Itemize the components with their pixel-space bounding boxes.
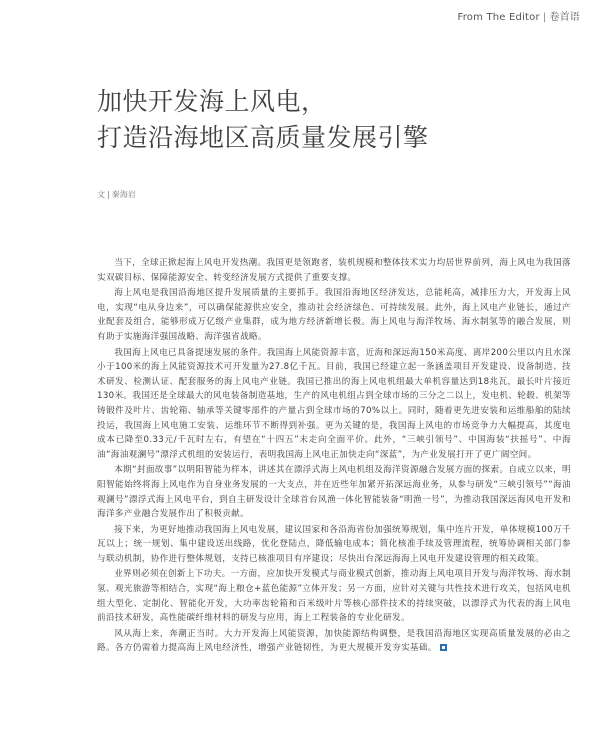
section-label-cn: 卷首语 [549, 12, 580, 23]
section-label-en: From The Editor [457, 12, 540, 23]
last-paragraph-text: 风从海上来，奔潮正当时。大力开发海上风能资源，加快能源结构调整，是我国沿海地区实现高质量发展的必由之路。各方仍需着力提高海上风电经济性，增强产业链韧性，为更大规模开发夯实基础。 [97, 628, 571, 654]
section-separator: | [542, 12, 547, 23]
article-paragraph: 接下来，为更好地推动我国海上风电发展，建议国家和各沿海省份加强统筹规划，集中连片开发，单体规模100万千瓦以上；统一规划、集中建设送出线路，优化登陆点，降低输电成本；简化核准手续及管理流程，统筹协调相关部门参与联动机制，协作进行整体规划，支持已核准项目有序建设；尽快出台深远海海上风电开发建设管理的相关政策。 [97, 524, 571, 564]
article-paragraph: 当下，全球正掀起海上风电开发热潮。我国更是领跑者，装机规模和整体技术实力均居世界前列，海上风电为我国落实双碳目标、保障能源安全、转变经济发展方式提供了重要支撑。 [97, 258, 571, 283]
byline-author: 秦海岩 [111, 190, 136, 199]
article-paragraph: 业界则必须在创新上下功夫。一方面，应加快开发模式与商业模式创新，推动海上风电项目开发与海洋牧场、海水制氢、观光旅游等相结合，实现“海上粮仓+蓝色能源”立体开发；另一方面，应针对关键与共性技术进行攻关，包括风电机组大型化、定制化、智能化开发，大功率齿轮箱和百米级叶片等核心部件技术的持续突破，以漂浮式为代表的海上风电前沿技术研发，高性能碳纤维材料的研发与应用，海上工程装备的专业化研发。 [97, 569, 571, 624]
square-end-mark-icon [440, 644, 447, 651]
byline [97, 189, 136, 200]
article-paragraph: 我国海上风电已具备提速发展的条件。我国海上风能资源丰富，近海和深远海150米高度、离岸200公里以内且水深小于100米的海上风能资源技术可开发量为27.8亿千瓦。目前，我国已经建立起一条涵盖项目开发建设、设备制造、技术研发、检测认证、配套服务的海上风电产业链。我国已推出的海上风电机组最大单机容量达到18兆瓦，最长叶片接近130米。我国还是全球最大的风电装备制造基地，生产的风电机组占到全球市场的三分之二以上，发电机、轮毂、机架等铸锻件及叶片、齿轮箱、轴承等关键零部件的产量占到全球市场的70%以上。同时，随着更先进安装和运维船舶的陆续投运，我国海上风电施工安装、运维环节不断得到补强。更为关键的是，我国海上风电的市场竞争力大幅提高，其度电成本已降至0.33元/千瓦时左右，有望在“十四五”末走向全面平价。此外，“三峡引领号”、中国海装“扶摇号”、中海油“海油观澜号”漂浮式机组的安装运行，表明我国海上风电正加快走向“深蓝”，为产业发展打开了更广阔空间。 [97, 347, 571, 460]
article-paragraph-last [97, 627, 571, 656]
title-line-1: 加快开发海上风电， [97, 87, 327, 116]
column-header [457, 8, 580, 23]
article-paragraph: 海上风电是我国沿海地区提升发展质量的主要抓手。我国沿海地区经济发达，总能耗高，减排压力大，开发海上风电，实现“电从身边来”，可以确保能源供应安全，推动社会经济绿色、可持续发展。此外，海上风电产业链长，通过产业配套及组合，能够形成万亿级产业集群，成为地方经济新增长极。海上风电与海洋牧场、海水制氢等的融合发展，则有助于实施海洋强国战略、海洋强省战略。 [97, 288, 571, 342]
title-line-2: 打造沿海地区高质量发展引擎 [97, 123, 429, 152]
article-body [97, 256, 571, 657]
article-paragraph: 本期“封面故事”以明阳智能为样本，讲述其在漂浮式海上风电机组及海洋资源融合发展方面的探索。自成立以来，明阳智能始终将海上风电作为自身业务发展的一大支点，并在近些年加紧开拓深远海业务，从参与研发“三峡引领号”“海油观澜号”漂浮式海上风电平台，到自主研发设计全球首台风渔一体化智能装备“明渔一号”，为推动我国深远海风电开发和海洋多产业融合发展作出了积极贡献。 [97, 465, 571, 520]
byline-separator: | [107, 190, 110, 199]
byline-label: 文 [97, 190, 105, 199]
article-title [97, 84, 557, 156]
